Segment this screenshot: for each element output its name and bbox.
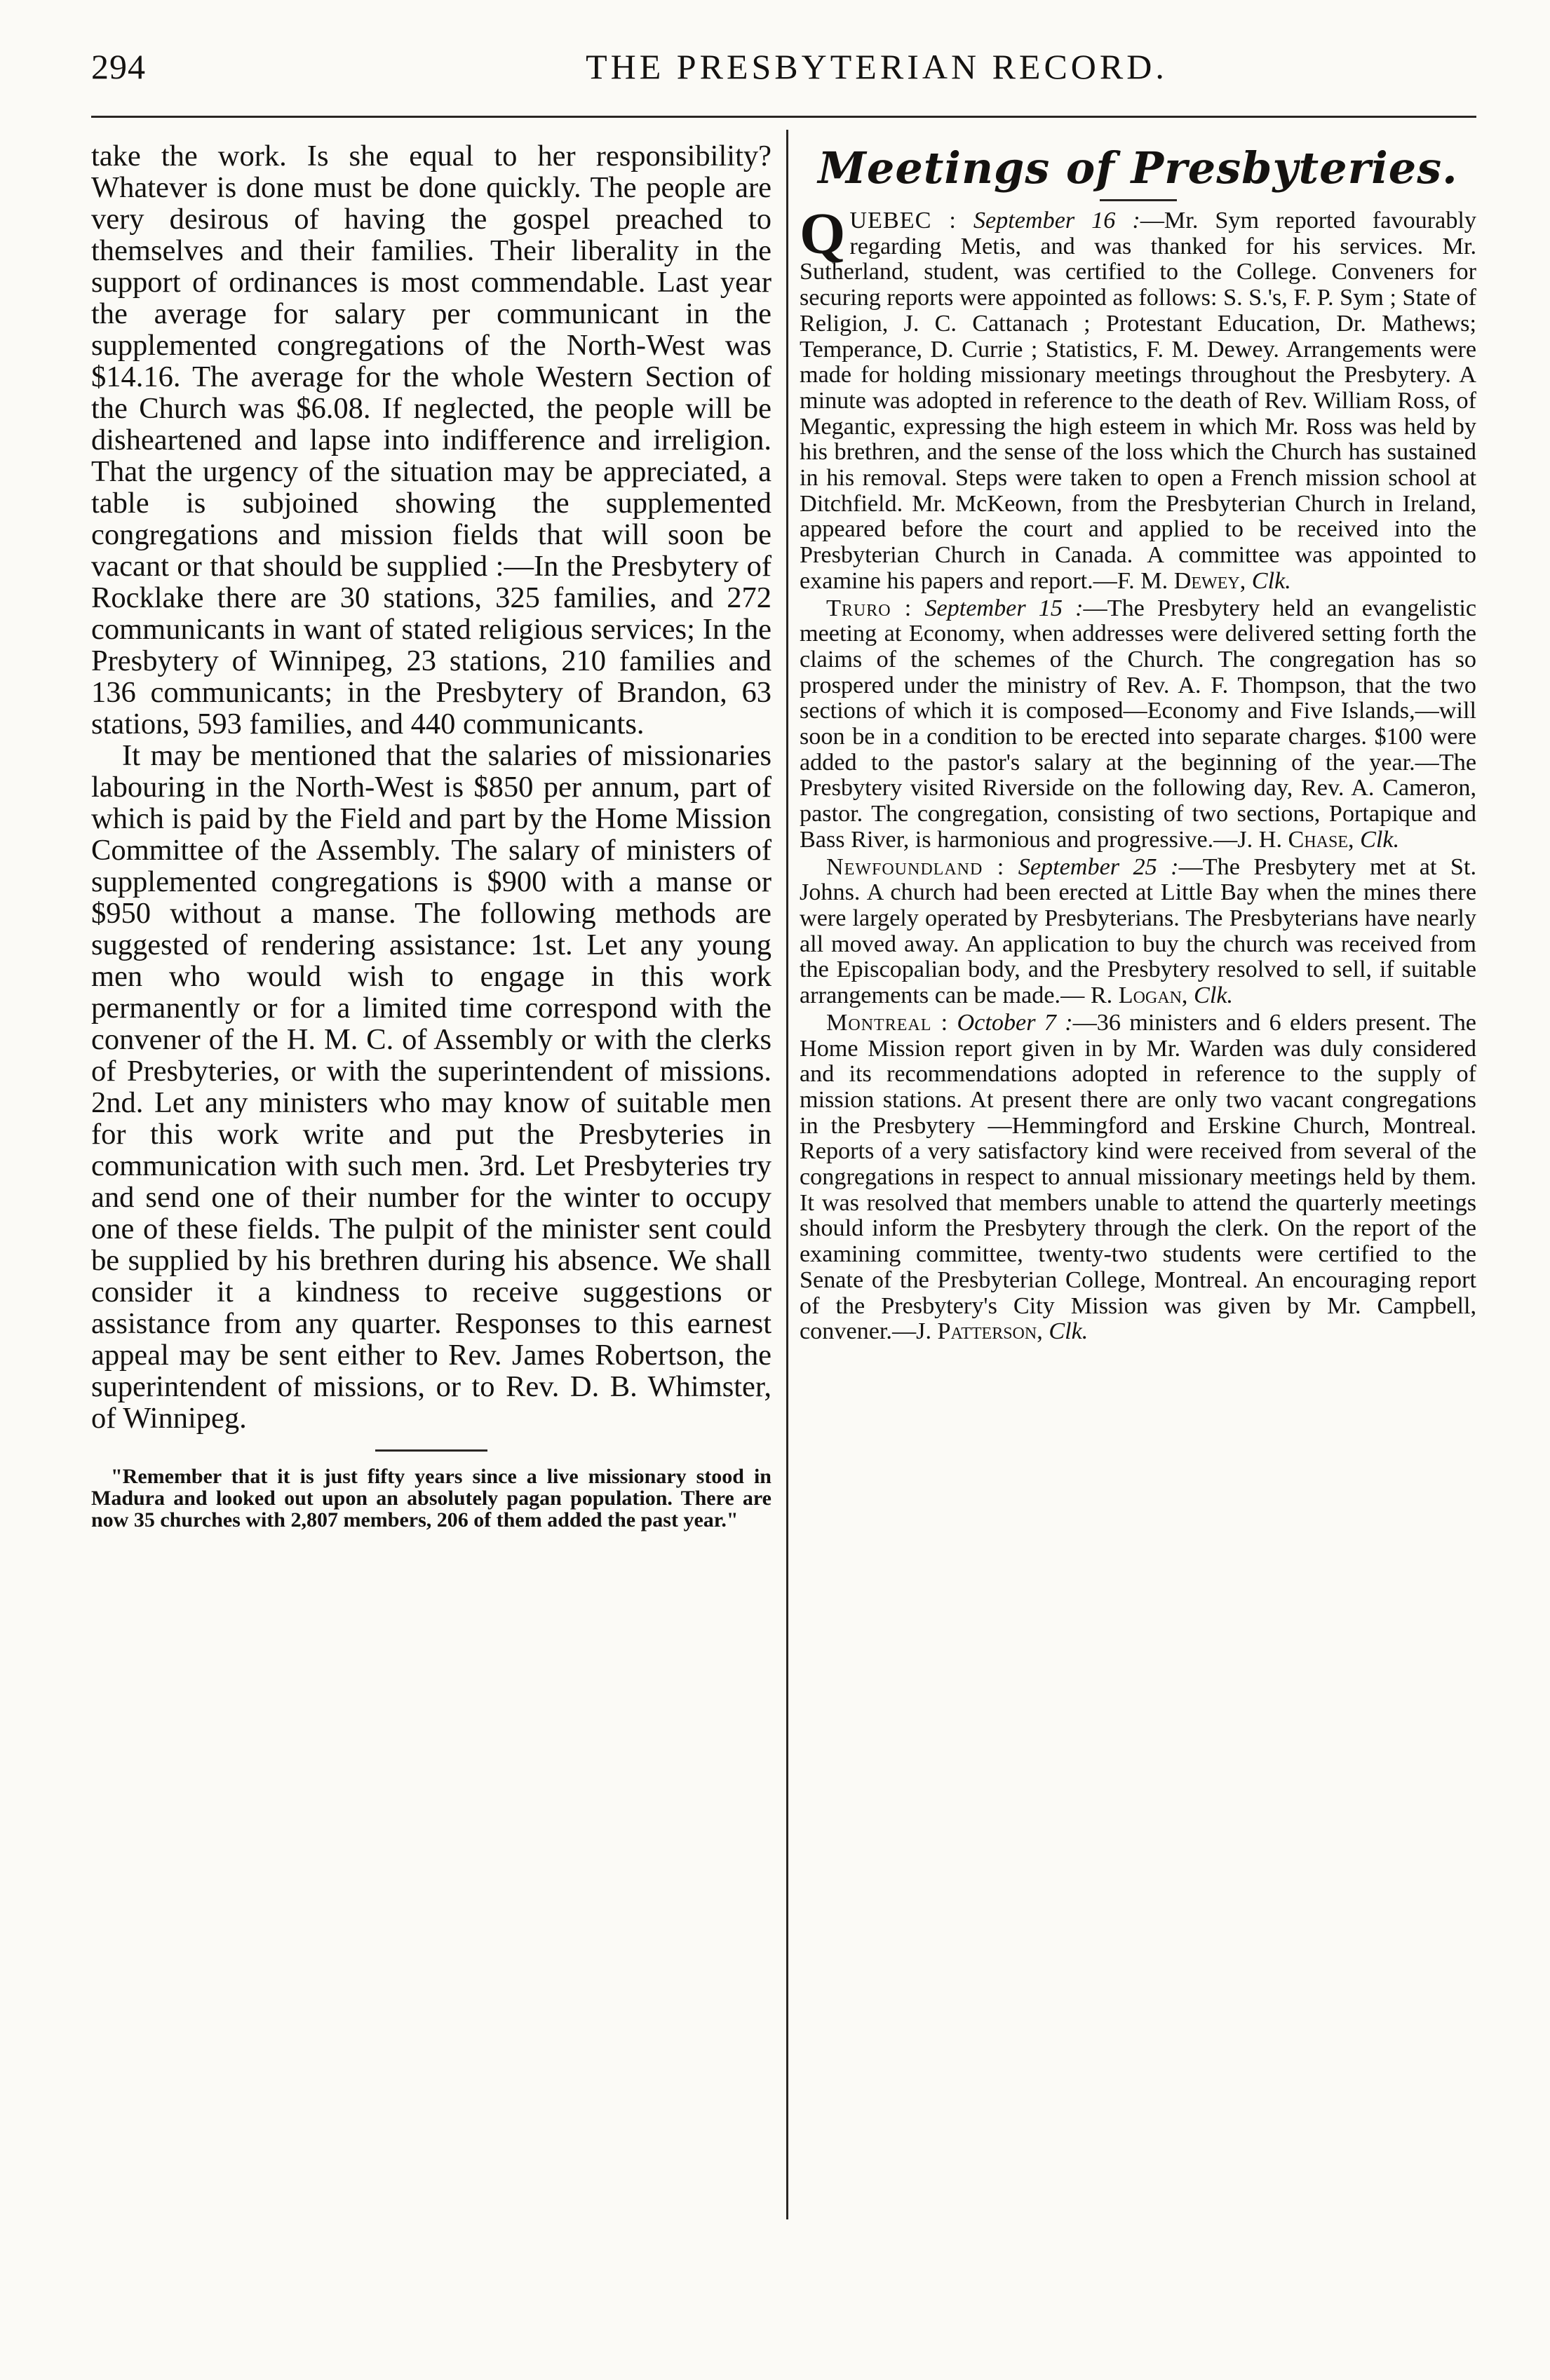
report-clerk: Clk.	[1251, 567, 1291, 594]
article-paragraph: take the work. Is she equal to her responsibility? Whatever is done must be done quickly. The people are very desirous of having the gospel preached to themselves and their families. Their liberality in the support of ordinances is most commendable. Last year the average for salary per communicant in the supplemented congregations of the North-West was $14.16. The average for the whole Western Section of the Church was $6.08. If neglected, the people will be disheartened and lapse into indifference and irreligion. That the urgency of the situation may be appreciated, a table is subjoined showing the supplemented congregations and mission fields that will soon be vacant or that should be supplied :—In the Presbytery of Rocklake there are 30 stations, 325 families, and 272 communicants in want of stated religious services; In the Presbytery of Winnipeg, 23 stations, 210 families and 136 communicants; in the Presbytery of Brandon, 63 stations, 593 families, and 440 communicants.	[91, 140, 771, 741]
report-signature: R. Logan,	[1090, 982, 1188, 1009]
report-text: —The Presbytery held an evangelistic meeting at Economy, when addresses were delivered setting forth the claims of the schemes of the Church. The congregation has so prospered under the ministry of Rev. A. F. Thompson, that the two sections of which it is composed—Economy and Five Islands,—will soon be in a condition to be erected into separate charges. $100 were added to the pastor's salary at the beginning of the year.—The Presbytery visited Riverside on the following day, Rev. A. Cameron, pastor. The congregation, consisting of two sections, Portapique and Bass River, is harmonious and progressive.—	[800, 595, 1477, 853]
report-clerk: Clk.	[1194, 982, 1234, 1009]
report-signature: J. H. Chase,	[1237, 826, 1354, 853]
report-date: September 15 :	[924, 595, 1084, 621]
left-column	[91, 140, 771, 1531]
report-text: —Mr. Sym reported favourably regarding Metis, and was thanked for his services. Mr. Sutherland, student, was certified to the College. Conveners for securing reports were appointed as follows: S. S.'s, F. P. Sym ; State of Religion, J. C. Cattanach ; Protestant Education, Dr. Mathews; Temperance, D. Currie ; Statistics, F. M. Dewey. Arrangements were made for holding missionary meetings throughout the Presbytery. A minute was adopted in reference to the death of Rev. William Ross, of Megantic, expressing the high esteem in which Mr. Ross was held by his brethren, and the sense of the loss which the Church has sustained in his removal. Steps were taken to open a French mission school at Ditchfield. Mr. McKeown, from the Presbyterian Church in Ireland, appeared before the court and applied to be received into the Presbyterian Church in Canada. A committee was appointed to examine his papers and report.—	[800, 208, 1477, 594]
report-place: Montreal :	[826, 1009, 949, 1036]
presbytery-report-newfoundland	[800, 855, 1476, 1009]
page-header	[91, 46, 1459, 95]
page-number: 294	[91, 47, 146, 86]
presbytery-report-quebec	[800, 201, 1477, 595]
section-title: Meetings of Presbyteries.	[818, 142, 1458, 194]
column-divider	[786, 130, 788, 2219]
report-date: September 25 :	[1018, 853, 1179, 880]
report-date: September 16 :	[973, 208, 1140, 234]
report-clerk: Clk.	[1049, 1318, 1089, 1345]
report-place: UEBEC :	[849, 208, 957, 234]
missionary-quote: "Remember that it is just fifty years since a live missionary stood in Madura and looked out upon an absolutely pagan population. There are now 35 churches with 2,807 members, 206 of them added the past year."	[91, 1465, 771, 1532]
report-signature: F. M. Dewey,	[1117, 567, 1246, 594]
report-text: —The Presbytery met at St. Johns. A church had been erected at Little Bay when the mines there were largely operated by Presbyterians. The Presbyterians have nearly all moved away. An application to buy the church was received from the Episcopalian body, and the Presbytery resolved to sell, if suitable arrangements can be made.—	[800, 853, 1476, 1009]
header-rule	[91, 116, 1476, 118]
report-place: Truro :	[826, 595, 912, 621]
report-signature: J. Patterson,	[916, 1318, 1043, 1345]
report-date: October 7 :	[957, 1009, 1073, 1036]
right-column	[800, 140, 1476, 1346]
drop-cap: Q	[800, 201, 846, 266]
section-rule	[375, 1449, 487, 1452]
article-paragraph: It may be mentioned that the salaries of missionaries labouring in the North-West is $850 per annum, part of which is paid by the Field and part by the Home Mission Committee of the Assembly. The salary of ministers of supplemented congregations is $900 with a manse or $950 without a manse. The following methods are suggested of rendering assistance: 1st. Let any young men who would wish to engage in this work permanently or for a limited time correspond with the convener of the H. M. C. of Assembly or with the clerks of Presbyteries, or with the superintendent of missions. 2nd. Let any ministers who may know of suitable men for this work write and put the Presbyteries in communication with such men. 3rd. Let Presbyteries try and send one of their number for the winter to occupy one of these fields. The pulpit of the minister sent could be supplied by his brethren during his absence. We shall consider it a kindness to receive suggestions or assistance from any quarter. Responses to this earnest appeal may be sent either to Rev. James Robertson, the superintendent of missions, or to Rev. D. B. Whimster, of Winnipeg.	[91, 739, 771, 1435]
title-rule	[1100, 199, 1177, 201]
report-clerk: Clk.	[1360, 826, 1400, 853]
report-place: Newfoundland :	[826, 853, 1005, 880]
presbytery-report-truro	[800, 596, 1476, 853]
report-text: —36 ministers and 6 elders present. The Home Mission report given in by Mr. Warden was duly considered and its recommendations adopted in reference to the supply of mission stations. At present there are only two vacant congregations in the Presbytery —Hemmingford and Erskine Church, Montreal. Reports of a very satisfactory kind were received from several of the congregations in respect to annual missionary meetings held by them. It was resolved that members unable to attend the quarterly meetings should inform the Presbytery through the clerk. On the report of the examining committee, twenty-two students were certified to the Senate of the Presbyterian College, Montreal. An encouraging report of the Presbytery's City Mission was given by Mr. Campbell, convener.—	[800, 1009, 1476, 1345]
presbytery-report-montreal	[800, 1010, 1476, 1345]
running-title: THE PRESBYTERIAN RECORD.	[586, 47, 1168, 86]
